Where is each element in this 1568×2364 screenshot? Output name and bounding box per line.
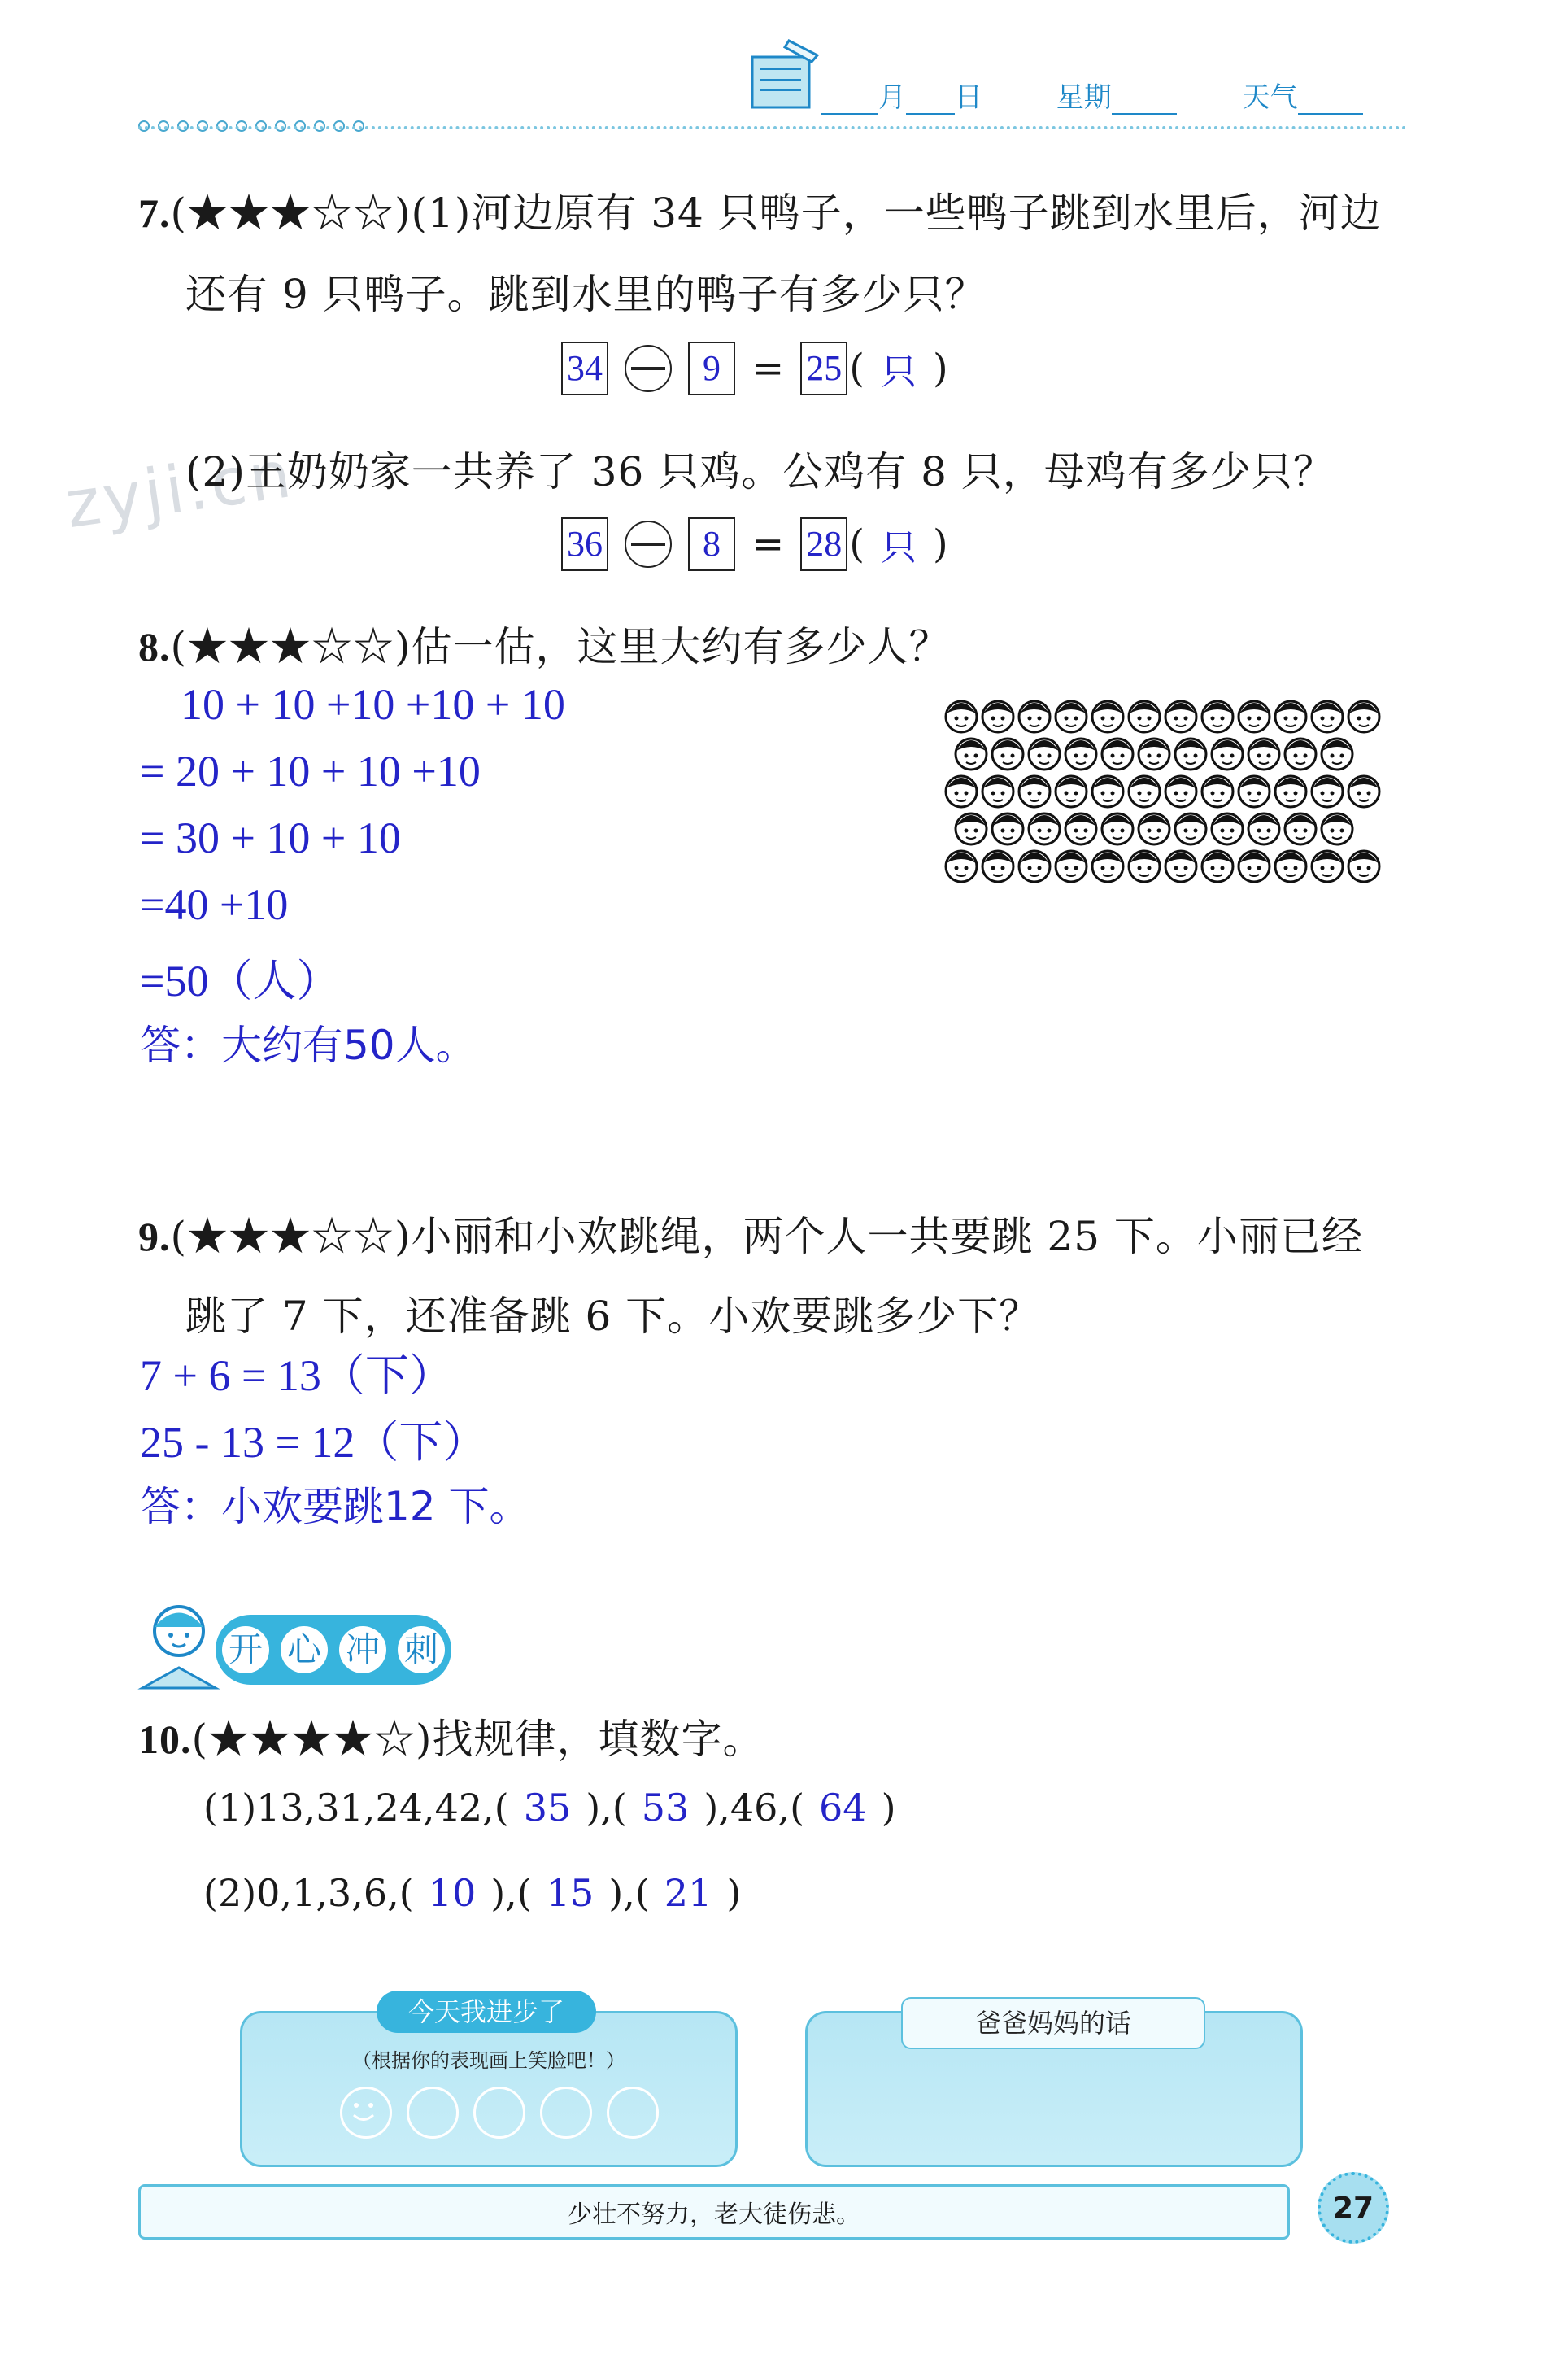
q9-number: 9. bbox=[138, 1214, 171, 1259]
q7-equation-1 bbox=[561, 342, 948, 395]
person-face-icon bbox=[1285, 813, 1316, 844]
q9-work bbox=[140, 1341, 530, 1541]
person-face-icon bbox=[1129, 701, 1160, 732]
person-face-icon bbox=[1092, 851, 1123, 882]
date-header bbox=[821, 75, 1363, 115]
q7-line2: 还有 9 只鸭子。跳到水里的鸭子有多少只？ bbox=[185, 271, 987, 318]
person-face-icon bbox=[1165, 701, 1196, 732]
person-face-icon bbox=[1312, 701, 1343, 732]
progress-card bbox=[240, 1996, 738, 2167]
sprint-section-badge bbox=[216, 1615, 451, 1685]
sprint-char: 心 bbox=[281, 1626, 328, 1673]
footer-motto-bar bbox=[138, 2184, 1290, 2240]
q10-line1-end: ) bbox=[881, 1786, 896, 1830]
person-face-icon bbox=[1102, 739, 1133, 770]
person-face-icon bbox=[1275, 776, 1306, 807]
q8-work-line: =50（人） bbox=[140, 957, 341, 1005]
q10-line1-sep: ),( bbox=[586, 1786, 627, 1830]
person-face-icon bbox=[946, 701, 977, 732]
q8-answer: 答：大约有50人。 bbox=[140, 1022, 477, 1069]
person-face-icon bbox=[1212, 739, 1243, 770]
person-face-icon bbox=[1239, 851, 1270, 882]
q7-eq2-paren-close: ) bbox=[932, 521, 948, 567]
person-face-icon bbox=[1139, 739, 1169, 770]
smiley-face-icon[interactable] bbox=[340, 2087, 392, 2139]
q10-line2-sep: ),( bbox=[608, 1871, 650, 1915]
minus-icon bbox=[625, 521, 672, 568]
q8-work-line: =40 +10 bbox=[140, 880, 289, 929]
q10-question bbox=[138, 1707, 764, 1765]
person-face-icon bbox=[1322, 739, 1352, 770]
person-face-icon bbox=[1019, 701, 1050, 732]
person-face-icon bbox=[1348, 851, 1379, 882]
person-face-icon bbox=[1285, 739, 1316, 770]
q7-eq1-equals: = bbox=[751, 346, 785, 391]
empty-face-circle[interactable] bbox=[607, 2087, 659, 2139]
person-face-icon bbox=[1092, 776, 1123, 807]
empty-face-circle[interactable] bbox=[540, 2087, 592, 2139]
progress-card-title: 今天我进步了 bbox=[377, 1991, 596, 2033]
girl-reading-icon bbox=[134, 1599, 224, 1696]
q7-eq2-b: 8 bbox=[688, 517, 735, 571]
q7-part2: (2)王奶奶家一共养了 36 只鸡。公鸡有 8 只，母鸡有多少只？ bbox=[185, 448, 1335, 495]
q7-line1 bbox=[138, 181, 1382, 239]
q7-eq1-result: 25 bbox=[800, 342, 847, 395]
q7-eq1-paren-close: ) bbox=[932, 346, 948, 391]
parent-comment-card bbox=[805, 2008, 1303, 2167]
q10-line2-end: ) bbox=[726, 1871, 742, 1915]
watermark: zyji.cn bbox=[60, 435, 299, 543]
person-face-icon bbox=[1102, 813, 1133, 844]
person-face-icon bbox=[1056, 851, 1087, 882]
q10-answer: 21 bbox=[664, 1871, 712, 1915]
q9-work-line: 25 - 13 = 12（下） bbox=[140, 1418, 487, 1467]
person-face-icon bbox=[1129, 776, 1160, 807]
q10-text: 找规律，填数字。 bbox=[432, 1716, 764, 1763]
person-face-icon bbox=[1165, 851, 1196, 882]
sprint-char: 开 bbox=[222, 1626, 269, 1673]
person-face-icon bbox=[1348, 776, 1379, 807]
person-face-icon bbox=[1175, 813, 1206, 844]
q10-line1-sep: ),46,( bbox=[703, 1786, 805, 1830]
person-face-icon bbox=[1212, 813, 1243, 844]
q7-eq1-a: 34 bbox=[561, 342, 608, 395]
q8-work-line: = 30 + 10 + 10 bbox=[140, 813, 401, 862]
person-face-icon bbox=[1202, 776, 1233, 807]
crowd-illustration bbox=[943, 696, 1383, 899]
person-face-icon bbox=[946, 776, 977, 807]
q7-eq1-unit: 只 bbox=[880, 351, 917, 393]
header-notebook-icon bbox=[740, 33, 830, 114]
weather-label: 天气 bbox=[1242, 81, 1298, 114]
person-face-icon bbox=[1019, 776, 1050, 807]
q10-stars: (★★★★☆) bbox=[191, 1716, 433, 1763]
person-face-icon bbox=[1056, 776, 1087, 807]
empty-face-circle[interactable] bbox=[473, 2087, 525, 2139]
person-face-icon bbox=[1175, 739, 1206, 770]
weekday-label: 星期 bbox=[1056, 81, 1112, 114]
person-face-icon bbox=[982, 851, 1013, 882]
person-face-icon bbox=[1239, 776, 1270, 807]
q8-question bbox=[138, 614, 951, 673]
person-face-icon bbox=[992, 739, 1023, 770]
person-face-icon bbox=[982, 701, 1013, 732]
q7-eq2-a: 36 bbox=[561, 517, 608, 571]
person-face-icon bbox=[1065, 739, 1096, 770]
smiley-row bbox=[340, 2087, 659, 2139]
person-face-icon bbox=[1275, 851, 1306, 882]
minus-icon bbox=[625, 345, 672, 392]
person-face-icon bbox=[1275, 701, 1306, 732]
q10-number: 10. bbox=[138, 1716, 192, 1762]
parent-card-title: 爸爸妈妈的话 bbox=[901, 1997, 1205, 2049]
person-face-icon bbox=[1239, 701, 1270, 732]
person-face-icon bbox=[1019, 851, 1050, 882]
q9-text-a: 小丽和小欢跳绳，两个人一共要跳 25 下。小丽已经 bbox=[411, 1213, 1363, 1260]
person-face-icon bbox=[1065, 813, 1096, 844]
person-face-icon bbox=[1202, 701, 1233, 732]
q7-eq2-unit: 只 bbox=[880, 527, 917, 569]
day-label: 日 bbox=[955, 81, 982, 114]
q10-answer: 53 bbox=[641, 1786, 690, 1830]
person-face-icon bbox=[982, 776, 1013, 807]
person-face-icon bbox=[1029, 739, 1060, 770]
sprint-char: 冲 bbox=[339, 1626, 386, 1673]
footer-motto: 少壮不努力，老大徒伤悲。 bbox=[568, 2200, 860, 2229]
person-face-icon bbox=[1129, 851, 1160, 882]
person-face-icon bbox=[992, 813, 1023, 844]
q7-eq1-paren-open: ( bbox=[849, 346, 865, 391]
person-face-icon bbox=[1248, 739, 1279, 770]
q8-stars: (★★★☆☆) bbox=[170, 623, 412, 670]
person-face-icon bbox=[956, 739, 987, 770]
q9-answer: 答：小欢要跳12 下。 bbox=[140, 1483, 530, 1530]
q7-eq2-paren-open: ( bbox=[849, 521, 865, 567]
q7-equation-2 bbox=[561, 517, 948, 571]
q8-text: 估一估，这里大约有多少人？ bbox=[411, 623, 951, 670]
q7-stars: (★★★☆☆) bbox=[170, 190, 412, 237]
person-face-icon bbox=[1056, 701, 1087, 732]
q9-work-line: 7 + 6 = 13（下） bbox=[140, 1351, 453, 1400]
q7-eq2-equals: = bbox=[751, 521, 785, 567]
q7-eq2-result: 28 bbox=[800, 517, 847, 571]
header-divider bbox=[138, 126, 1407, 129]
q10-answer: 64 bbox=[819, 1786, 867, 1830]
empty-face-circle[interactable] bbox=[407, 2087, 459, 2139]
q10-answer: 15 bbox=[546, 1871, 595, 1915]
person-face-icon bbox=[1165, 776, 1196, 807]
person-face-icon bbox=[956, 813, 987, 844]
person-face-icon bbox=[1248, 813, 1279, 844]
q8-work-line: 10 + 10 +10 +10 + 10 bbox=[181, 680, 565, 729]
person-face-icon bbox=[1348, 701, 1379, 732]
person-face-icon bbox=[1312, 851, 1343, 882]
q10-line1-prefix: (1)13,31,24,42,( bbox=[203, 1786, 509, 1830]
person-face-icon bbox=[1202, 851, 1233, 882]
q9-stars: (★★★☆☆) bbox=[170, 1213, 412, 1260]
q8-work bbox=[140, 679, 565, 1080]
q10-line2-sep: ),( bbox=[490, 1871, 532, 1915]
q7-part1-text-a: (1)河边原有 34 只鸭子，一些鸭子跳到水里后，河边 bbox=[411, 190, 1382, 237]
q10-answer: 35 bbox=[523, 1786, 572, 1830]
person-face-icon bbox=[946, 851, 977, 882]
person-face-icon bbox=[1312, 776, 1343, 807]
q10-line1 bbox=[203, 1786, 896, 1830]
sprint-char: 刺 bbox=[398, 1626, 445, 1673]
q8-number: 8. bbox=[138, 624, 171, 670]
progress-card-hint: （根据你的表现画上笑脸吧！） bbox=[352, 2049, 625, 2072]
month-label: 月 bbox=[878, 81, 906, 114]
q7-number: 7. bbox=[138, 190, 171, 236]
q8-work-line: = 20 + 10 + 10 +10 bbox=[140, 747, 481, 796]
q10-answer: 10 bbox=[428, 1871, 477, 1915]
page-number: 27 bbox=[1318, 2172, 1389, 2244]
person-face-icon bbox=[1029, 813, 1060, 844]
q10-line2-prefix: (2)0,1,3,6,( bbox=[203, 1871, 414, 1915]
q10-line2 bbox=[203, 1871, 741, 1915]
q9-line1 bbox=[138, 1204, 1363, 1263]
q7-eq1-b: 9 bbox=[688, 342, 735, 395]
q9-line2: 跳了 7 下，还准备跳 6 下。小欢要跳多少下？ bbox=[185, 1293, 1041, 1340]
person-face-icon bbox=[1322, 813, 1352, 844]
person-face-icon bbox=[1092, 701, 1123, 732]
person-face-icon bbox=[1139, 813, 1169, 844]
